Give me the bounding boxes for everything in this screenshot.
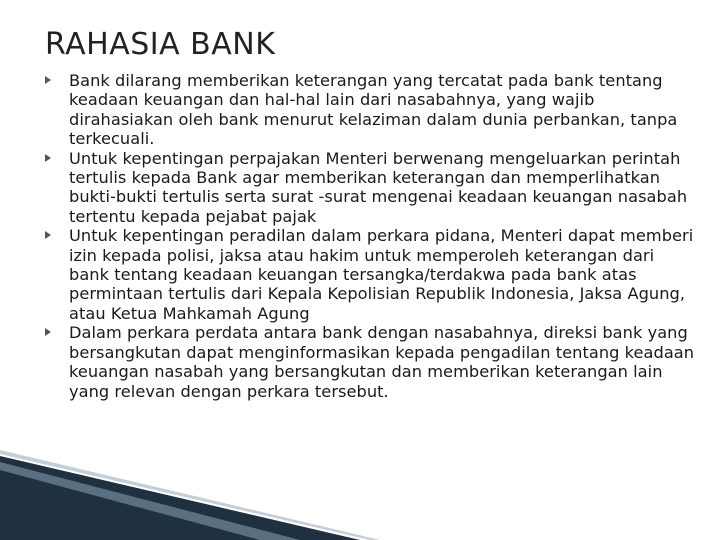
bullet-item-1 <box>45 71 695 149</box>
bottom-wave-decoration <box>0 440 720 540</box>
triangle-bullet-icon <box>45 154 51 162</box>
triangle-bullet-icon <box>45 76 51 84</box>
bullet-text-3: Untuk kepentingan peradilan dalam perkara pidana, Menteri dapat memberi izin kepada polisi, jaksa atau hakim untuk memperoleh keterangan dari bank tentang keadaan keuangan tersangka/terdakwa pada bank atas permintaan tertulis dari Kepala Kepolisian Republik Indonesia, Jaksa Agung, atau Ketua Mahkamah Agung <box>69 226 694 323</box>
bullet-text-4: Dalam perkara perdata antara bank dengan nasabahnya, direksi bank yang bersangkutan dapat menginformasikan kepada pengadilan tentang keadaan keuangan nasabah yang bersangkutan dan memberikan keterangan lain yang relevan dengan perkara tersebut. <box>69 323 695 401</box>
slide-title: RAHASIA BANK <box>45 27 276 62</box>
bullet-item-4 <box>45 323 695 401</box>
bullet-item-3 <box>45 226 695 323</box>
bullet-text-1: Bank dilarang memberikan keterangan yang tercatat pada bank tentang keadaan keuangan dan hal-hal lain dari nasabahnya, yang wajib dirahasiakan oleh bank menurut kelaziman dalam dunia perbankan, tanpa terkecuali. <box>69 71 678 149</box>
bullet-list <box>45 71 695 401</box>
wave-band-dark <box>0 456 360 540</box>
triangle-bullet-icon <box>45 328 51 336</box>
bullet-item-2 <box>45 149 695 227</box>
bullet-text-2: Untuk kepentingan perpajakan Menteri berwenang mengeluarkan perintah tertulis kepada Bank agar memberikan keterangan dan memperlihatkan bukti-bukti tertulis serta surat -surat mengenai keadaan keuangan nasabah tertentu kepada pejabat pajak <box>69 148 688 226</box>
triangle-bullet-icon <box>45 231 51 239</box>
